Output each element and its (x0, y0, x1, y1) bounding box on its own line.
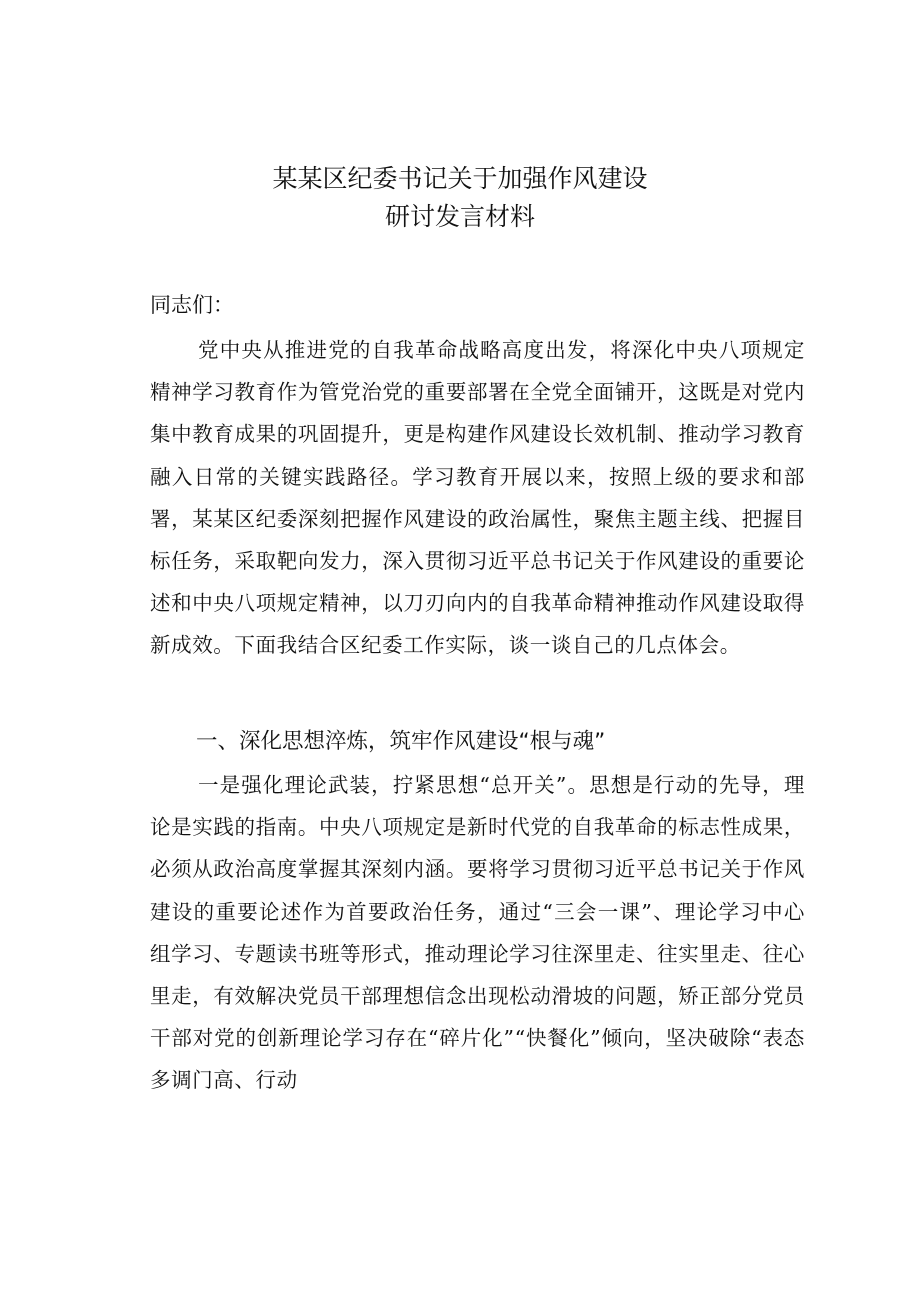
section-heading-1: 一、深化思想淬炼，筑牢作风建设“根与魂” (196, 729, 606, 754)
title-line-1: 某某区纪委书记关于加强作风建设 (272, 164, 648, 193)
document-title (0, 160, 920, 236)
paragraph-intro: 党中央从推进党的自我革命战略高度出发，将深化中央八项规定精神学习教育作为管党治党的重要部署在全党全面铺开，这既是对党内集中教育成果的巩固提升，更是构建作风建设长效机制、推动学习教育融入日常的关键实践路径。学习教育开展以来，按照上级的要求和部署，某某区纪委深刻把握作风建设的政治属性，聚焦主题主线、把握目标任务，采取靶向发力，深入贯彻习近平总书记关于作风建设的重要论述和中央八项规定精神，以刀刃向内的自我革命精神推动作风建设取得新成效。下面我结合区纪委工作实际，谈一谈自己的几点体会。 (150, 338, 805, 658)
title-line-2: 研讨发言材料 (384, 202, 535, 231)
salutation: 同志们： (150, 293, 234, 317)
paragraph-section-1: 一是强化理论武装，拧紧思想“总开关”。思想是行动的先导，理论是实践的指南。中央八项规定是新时代党的自我革命的标志性成果，必须从政治高度掌握其深刻内涵。要将学习贯彻习近平总书记关于作风建设的重要论述作为首要政治任务，通过“三会一课”、理论学习中心组学习、专题读书班等形式，推动理论学习往深里走、往实里走、往心里走，有效解决党员干部理想信念出现松动滑坡的问题，矫正部分党员干部对党的创新理论学习存在“碎片化”“快餐化”倾向，坚决破除“表态多调门高、行动 (150, 773, 805, 1093)
